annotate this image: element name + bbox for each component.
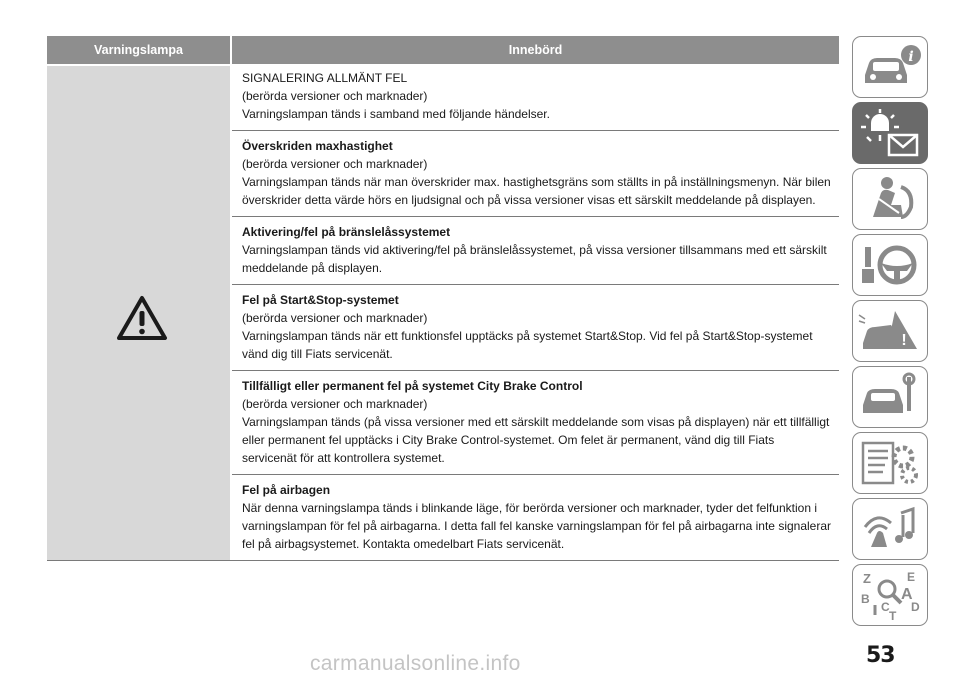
section-title: Aktivering/fel på bränslelåssystemet bbox=[242, 225, 451, 239]
warning-light-message-icon bbox=[857, 107, 923, 159]
warning-triangle-icon bbox=[115, 294, 169, 342]
tab-warning-lights[interactable] bbox=[852, 102, 928, 164]
index-letter: Z bbox=[863, 571, 871, 586]
tab-maintenance[interactable] bbox=[852, 366, 928, 428]
index-letter: A bbox=[901, 586, 913, 603]
multimedia-icon bbox=[857, 503, 923, 555]
specifications-gears-icon bbox=[857, 437, 923, 489]
index-letter: C bbox=[881, 600, 890, 614]
section-text: Varningslampan tänds vid aktivering/fel på bränslelåssystemet, på vissa versioner tillsammans med ett särskilt meddelande på displayen. bbox=[242, 243, 827, 275]
section-title: Tillfälligt eller permanent fel på systemet City Brake Control bbox=[242, 379, 583, 393]
section-text: (berörda versioner och marknader) bbox=[242, 311, 428, 325]
section-text: (berörda versioner och marknader) bbox=[242, 157, 428, 171]
tab-starting-driving[interactable] bbox=[852, 234, 928, 296]
section-fuel-lock bbox=[232, 216, 839, 284]
car-emergency-icon bbox=[857, 305, 923, 357]
section-title: Fel på Start&Stop-systemet bbox=[242, 293, 399, 307]
index-letter: T bbox=[889, 609, 897, 621]
tab-safety[interactable] bbox=[852, 168, 928, 230]
section-text: När denna varningslampa tänds i blinkande läge, för berörda versioner och marknader, tyder det felfunktion i varningslampan för fel på airbagarna. I detta fall fel kanske varningslampan för fel på airbagarna inte signalerar fel på airbagsystemet. Kontakta omedelbart Fiats servicenät. bbox=[242, 501, 832, 551]
section-text: (berörda versioner och marknader) bbox=[242, 397, 428, 411]
index-letter: E bbox=[907, 570, 916, 584]
index-letter: D bbox=[911, 600, 920, 614]
lamp-cell bbox=[47, 64, 230, 560]
section-start-stop bbox=[232, 284, 839, 370]
table-header bbox=[47, 36, 839, 64]
section-general-fault bbox=[232, 64, 839, 130]
header-warning-lamp: Varningslampa bbox=[94, 43, 183, 57]
car-maintenance-icon bbox=[857, 371, 923, 423]
page-number: 53 bbox=[866, 643, 895, 668]
section-text: Varningslampan tänds när ett funktionsfel upptäcks på systemet Start&Stop. Vid fel på Start&Stop-systemet vänd dig till Fiats servicenät. bbox=[242, 329, 813, 361]
index-letter: B bbox=[861, 592, 870, 606]
svg-text:i: i bbox=[908, 49, 914, 65]
section-text: Varningslampan tänds (på vissa versioner med ett särskilt meddelande som visas på displayen) när ett tillfälligt eller permanent fel upptäcks i City Brake Control-systemet. Om felet är permanent, vänd dig till Fiats servicenät för att kontrollera systemet. bbox=[242, 415, 830, 465]
tab-car-info[interactable] bbox=[852, 36, 928, 98]
section-title: Överskriden maxhastighet bbox=[242, 139, 393, 153]
section-text: Varningslampan tänds i samband med följande händelser. bbox=[242, 107, 550, 121]
section-title: SIGNALERING ALLMÄNT FEL bbox=[242, 71, 408, 85]
meaning-cell bbox=[230, 64, 839, 560]
watermark: carmanualsonline.info bbox=[310, 652, 521, 675]
steering-wheel-key-icon bbox=[857, 239, 923, 291]
tab-emergency[interactable] bbox=[852, 300, 928, 362]
chapter-tabs bbox=[852, 36, 930, 630]
tab-index[interactable] bbox=[852, 564, 928, 626]
tab-multimedia[interactable] bbox=[852, 498, 928, 560]
table-row bbox=[47, 64, 839, 561]
tab-specifications[interactable] bbox=[852, 432, 928, 494]
section-text: (berörda versioner och marknader) bbox=[242, 89, 428, 103]
header-meaning: Innebörd bbox=[230, 36, 839, 64]
section-airbag bbox=[232, 474, 839, 560]
car-info-icon bbox=[857, 41, 923, 93]
svg-text:!: ! bbox=[901, 332, 907, 349]
section-speed-limit bbox=[232, 130, 839, 216]
section-text: Varningslampan tänds när man överskrider max. hastighetsgräns som ställts in på inställningsmenyn. När bilen överskrider detta värde hörs en ljudsignal och på vissa versioner visas ett särskilt meddelande på displayen. bbox=[242, 175, 831, 207]
index-search-icon bbox=[857, 569, 923, 621]
section-city-brake bbox=[232, 370, 839, 474]
warning-lamp-table bbox=[47, 36, 839, 561]
seat-airbag-icon bbox=[857, 173, 923, 225]
section-title: Fel på airbagen bbox=[242, 483, 331, 497]
